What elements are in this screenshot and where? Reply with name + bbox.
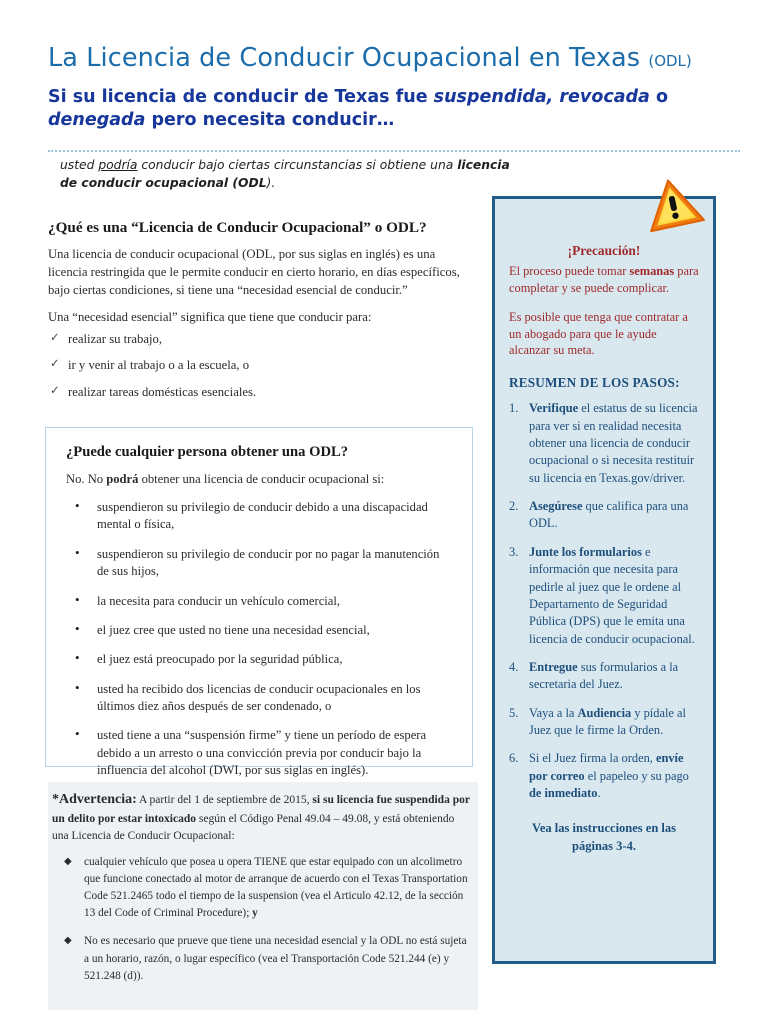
subtitle-part-3: pero necesita conducir (145, 110, 377, 131)
list-item-label: la necesita para conducir un vehículo comercial, (97, 593, 341, 608)
eligibility-heading: ¿Puede cualquier persona obtener una ODL? (66, 444, 349, 460)
step-text: que califica para una ODL. (529, 499, 689, 531)
list-item (509, 705, 699, 740)
list-item-label: usted tiene a una “suspensión firme” y tiene un período de espera debido a un arresto o una convicción previa por conducir bajo la influencia del alcohol (DWI, por sus siglas en inglés). (97, 728, 427, 778)
check-icon: ✓ (50, 331, 60, 344)
sidebar-footer-line-2: páginas 3-4. (572, 838, 636, 853)
step-text: sus formularios a la secretaria del Juez. (529, 659, 679, 692)
list-item-label: el juez cree que usted no tiene una necesidad esencial, (97, 622, 370, 637)
precaucion-heading: ¡Precaución! (567, 243, 641, 258)
list-item (509, 544, 699, 648)
list-item (52, 854, 472, 923)
check-icon: ✓ (50, 385, 60, 398)
list-item-label: cualquier vehículo que posea u opera TIENE que estar equipado con un alcolimetro que funcione conectado al motor de arranque de acuerdo con el Texas Transportation Code 521.2465 todo el tiempo de la suspension (vea el Articulo 42.12, de la sección 13 del Code of Criminal Procedure); (84, 855, 468, 920)
advertencia-list (52, 854, 472, 985)
sidebar-footer-line-1: Vea las instrucciones en las (532, 821, 676, 836)
step-bold-lead: Junte los formularios (529, 544, 642, 559)
step-number: 3. (509, 544, 519, 559)
list-item-label: realizar su trabajo, (68, 331, 163, 346)
advertencia-label: *Advertencia: (52, 792, 137, 807)
bullet-icon: • (75, 544, 80, 560)
advertencia-part-2: según el Código Penal 49.04 – 49.08, y está obteniendo una Licencia de Conducir Ocupacional: (52, 812, 455, 842)
precaucion-p1-part-2: para completar y se puede complicar. (509, 264, 699, 295)
essential-need-list (48, 331, 466, 402)
eligibility-lead (66, 472, 454, 487)
step-number: 6. (509, 751, 519, 766)
step-text: el estatus de su licencia para ver si en realidad necesita obtener una licencia de conducir ocupacional o si necesita restituir su licencia en Texas.gov/driver. (529, 401, 698, 485)
list-item (509, 400, 699, 487)
intro-middle: conducir bajo ciertas circunstancias si obtiene una (137, 158, 458, 172)
list-item (66, 499, 454, 534)
precaucion-p1-part-1: El proceso puede tomar (509, 264, 630, 278)
step-bold-lead: Entregue (529, 659, 578, 674)
step-number: 1. (509, 401, 519, 416)
diamond-icon: ◆ (64, 855, 72, 867)
dotted-divider (48, 150, 740, 154)
list-item-label: el juez está preocupado por la seguridad pública, (97, 652, 343, 667)
pasos-heading: RESUMEN DE LOS PASOS: (509, 375, 680, 391)
page-title-suffix: (ODL) (648, 52, 692, 70)
list-item (66, 593, 454, 610)
bullet-icon: • (75, 498, 80, 513)
list-item-label: ir y venir al trabajo o a la escuela, o (68, 358, 250, 373)
subtitle-part-1: Si su licencia de conducir de Texas fue (48, 87, 434, 107)
step-text: Si el Juez firma la orden, envíe por correo el papeleo y su pago de inmediato. (529, 751, 689, 801)
intro-underlined: podría (98, 158, 138, 172)
bullet-icon: • (75, 726, 80, 742)
list-item (509, 659, 699, 694)
list-item-label: suspendieron su privilegio de conducir por no pagar la manutención de sus hijos, (97, 546, 440, 579)
list-item (66, 651, 454, 668)
list-item (509, 750, 699, 802)
step-bold-lead: Asegúrese (529, 499, 583, 514)
bullet-icon: • (75, 591, 80, 607)
bullet-icon: • (75, 620, 80, 636)
step-text: Vaya a la Audiencia y pídale al Juez que le firme la Orden. (529, 705, 686, 738)
page-title (48, 44, 738, 73)
sidebar-panel (492, 196, 716, 964)
eligibility-lead-part-1: No. No (66, 472, 107, 486)
list-item (66, 727, 454, 779)
left-column (48, 218, 466, 411)
advertencia-block (48, 782, 478, 1010)
precaucion-p1-bold: semanas (629, 264, 675, 278)
warning-triangle-icon (640, 174, 706, 234)
subtitle-emphasis-2: denegada (48, 110, 146, 131)
step-number: 5. (509, 705, 519, 720)
subtitle-emphasis-1: suspendida, revocada (433, 87, 650, 107)
step-number: 2. (509, 499, 519, 514)
subtitle-part-2: o (649, 87, 668, 107)
intro-paragraph (60, 157, 530, 193)
list-item (52, 933, 472, 984)
list-item-label: usted ha recibido dos licencias de conducir ocupacionales en los últimos diez años después de ser condenado, o (97, 681, 421, 713)
list-item-tail-bold: y (252, 907, 258, 920)
list-item (66, 546, 454, 581)
advertencia-paragraph (52, 790, 472, 845)
eligibility-box (45, 427, 473, 778)
list-item-label: No es necesario que prueve que tiene una necesidad esencial y la ODL no está sujeta a un horario, razón, o lugar específico (vea el Transportación Code 521.244 (e) y 521.248 (d)). (84, 935, 467, 982)
eligibility-lead-bold: podrá (106, 472, 139, 486)
page-header (48, 44, 738, 73)
list-item (509, 498, 699, 533)
diamond-icon: ◆ (64, 935, 72, 947)
section-heading-what-is-odl: ¿Qué es una “Licencia de Conducir Ocupacional” o ODL? (48, 219, 427, 236)
list-item (48, 384, 466, 402)
subtitle-ellipsis: … (376, 110, 395, 131)
step-number: 4. (509, 659, 519, 674)
advertencia-bold-1: si su licencia fue suspendida por un delito por estar intoxicado (52, 794, 470, 825)
page-subtitle (48, 86, 708, 132)
list-item-label: realizar tareas domésticas esenciales. (68, 385, 257, 400)
bullet-icon: • (75, 679, 80, 695)
precaucion-paragraph-2: Es posible que tenga que contratar a un abogado para que le ayude alcanzar su meta. (509, 309, 688, 358)
list-item (48, 331, 466, 349)
page-title-text: La Licencia de Conducir Ocupacional en Texas (48, 43, 641, 73)
bullet-icon: • (75, 650, 80, 666)
intro-lead: usted (60, 158, 99, 172)
section-paragraph-definition: Una licencia de conducir ocupacional (ODL, por sus siglas en inglés) es una licencia restringida que le permite conducir en cierto horario, en días específicos, bajo ciertas condiciones, si tiene una “necesidad esencial de conducir.” (48, 247, 460, 298)
list-item (66, 622, 454, 639)
intro-tail: ). (266, 175, 276, 190)
step-text: e información que necesita para pedirle al juez que le ordene al Departamento de Seguridad Pública (DPS) que le emita una licencia de conducir ocupacional. (529, 544, 695, 646)
precaucion-paragraph-1 (509, 263, 699, 297)
sidebar-footer (509, 820, 699, 855)
advertencia-part-1: A partir del 1 de septiembre de 2015, (136, 794, 313, 806)
step-bold-lead: Verifique (529, 401, 579, 416)
list-item-label: suspendieron su privilegio de conducir debido a una discapacidad mental o física, (97, 500, 428, 532)
eligibility-lead-part-2: obtener una licencia de conducir ocupacional si: (138, 472, 385, 486)
eligibility-bullet-list (66, 499, 454, 780)
list-item (48, 357, 466, 375)
section-paragraph-essential-need: Una “necesidad esencial” significa que tiene que conducir para: (48, 309, 372, 324)
list-item (66, 681, 454, 716)
check-icon: ✓ (50, 358, 60, 371)
pasos-list (509, 400, 699, 802)
intro-bold: licencia de conducir ocupacional (ODL (60, 158, 510, 190)
